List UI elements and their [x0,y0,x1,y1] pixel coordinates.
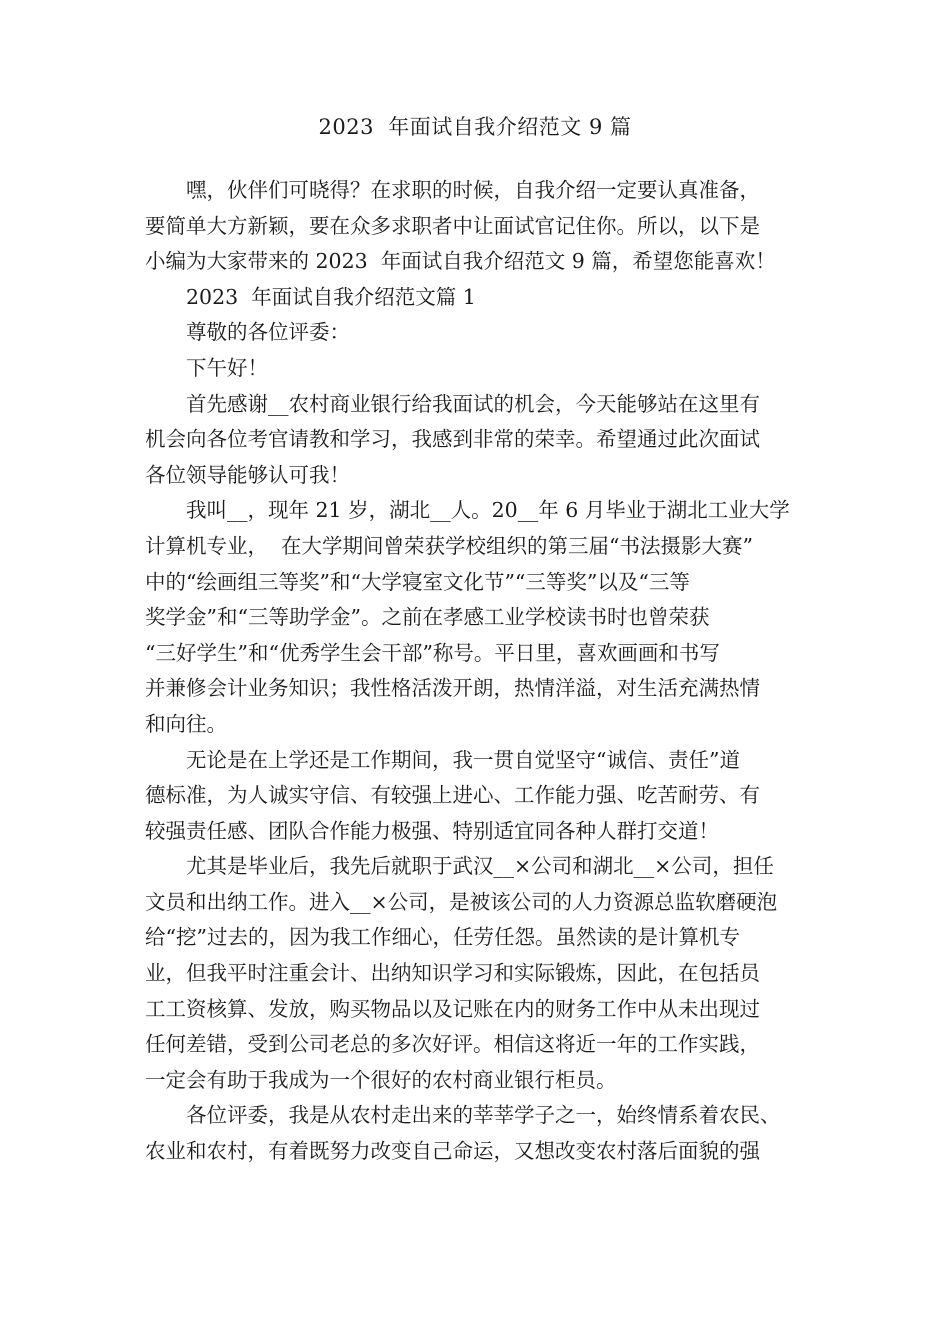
text-line: 嘿，伙伴们可晓得？在求职的时候，自我介绍一定要认真准备， [186,178,760,202]
document-title: 2023 年面试自我介绍范文 9 篇 [318,115,632,139]
text-line: 首先感谢__农村商业银行给我面试的机会，今天能够站在这里有 [186,391,760,416]
text-line: 文员和出纳工作。进入__×公司，是被该公司的人力资源总监软磨硬泡 [145,889,778,914]
text-line: 中的“绘画组三等奖”和“大学寝室文化节”“三等奖”以及“三等 [145,569,690,594]
text-line: 小编为大家带来的 2023 年面试自我介绍范文 9 篇，希望您能喜欢！ [145,249,776,274]
text-line: 业，但我平时注重会计、出纳知识学习和实际锻炼，因此，在包括员 [145,961,760,986]
text-line: 下午好！ [186,355,268,380]
text-line: 一定会有助于我成为一个很好的农村商业银行柜员。 [145,1067,617,1092]
text-line: 计算机专业， 在大学期间曾荣获学校组织的第三届“书法摄影大赛” [145,533,753,558]
text-line: 尊敬的各位评委： [186,320,350,345]
text-line: 和向往。 [145,711,227,736]
text-line: 较强责任感、团队合作能力极强、特别适宜同各种人群打交道！ [145,818,719,843]
text-line: 无论是在上学还是工作期间，我一贯自觉坚守“诚信、责任”道 [186,747,740,772]
text-line: 各位评委，我是从农村走出来的莘莘学子之一，始终情系着农民、 [186,1103,781,1128]
text-line: 2023 年面试自我介绍范文篇 1 [186,284,476,309]
text-line: 尤其是毕业后，我先后就职于武汉__×公司和湖北__×公司，担任 [186,854,774,879]
text-line: “三好学生”和“优秀学生会干部”称号。平日里，喜欢画画和书写 [145,640,720,665]
text-line: 给“挖”过去的，因为我工作细心，任劳任怨。虽然读的是计算机专 [145,925,740,950]
document-body [145,173,810,1170]
text-line: 奖学金”和“三等助学金”。之前在孝感工业学校读书时也曾荣获 [145,605,710,630]
text-line: 我叫__，现年 21 岁，湖北__人。20__年 6 月毕业于湖北工业大学 [186,498,790,523]
text-line: 各位领导能够认可我！ [145,462,350,487]
text-line: 工工资核算、发放，购买物品以及记账在内的财务工作中从未出现过 [145,996,760,1021]
text-line: 农业和农村，有着既努力改变自己命运，又想改变农村落后面貌的强 [145,1139,760,1164]
text-line: 并兼修会计业务知识；我性格活泼开朗，热情洋溢，对生活充满热情 [145,676,760,701]
text-line: 德标准，为人诚实守信、有较强上进心、工作能力强、吃苦耐劳、有 [145,783,760,808]
text-line: 任何差错，受到公司老总的多次好评。相信这将近一年的工作实践， [145,1032,760,1057]
text-line: 要简单大方新颖，要在众多求职者中让面试官记住你。所以，以下是 [145,213,760,238]
text-line: 机会向各位考官请教和学习，我感到非常的荣幸。希望通过此次面试 [145,427,760,452]
